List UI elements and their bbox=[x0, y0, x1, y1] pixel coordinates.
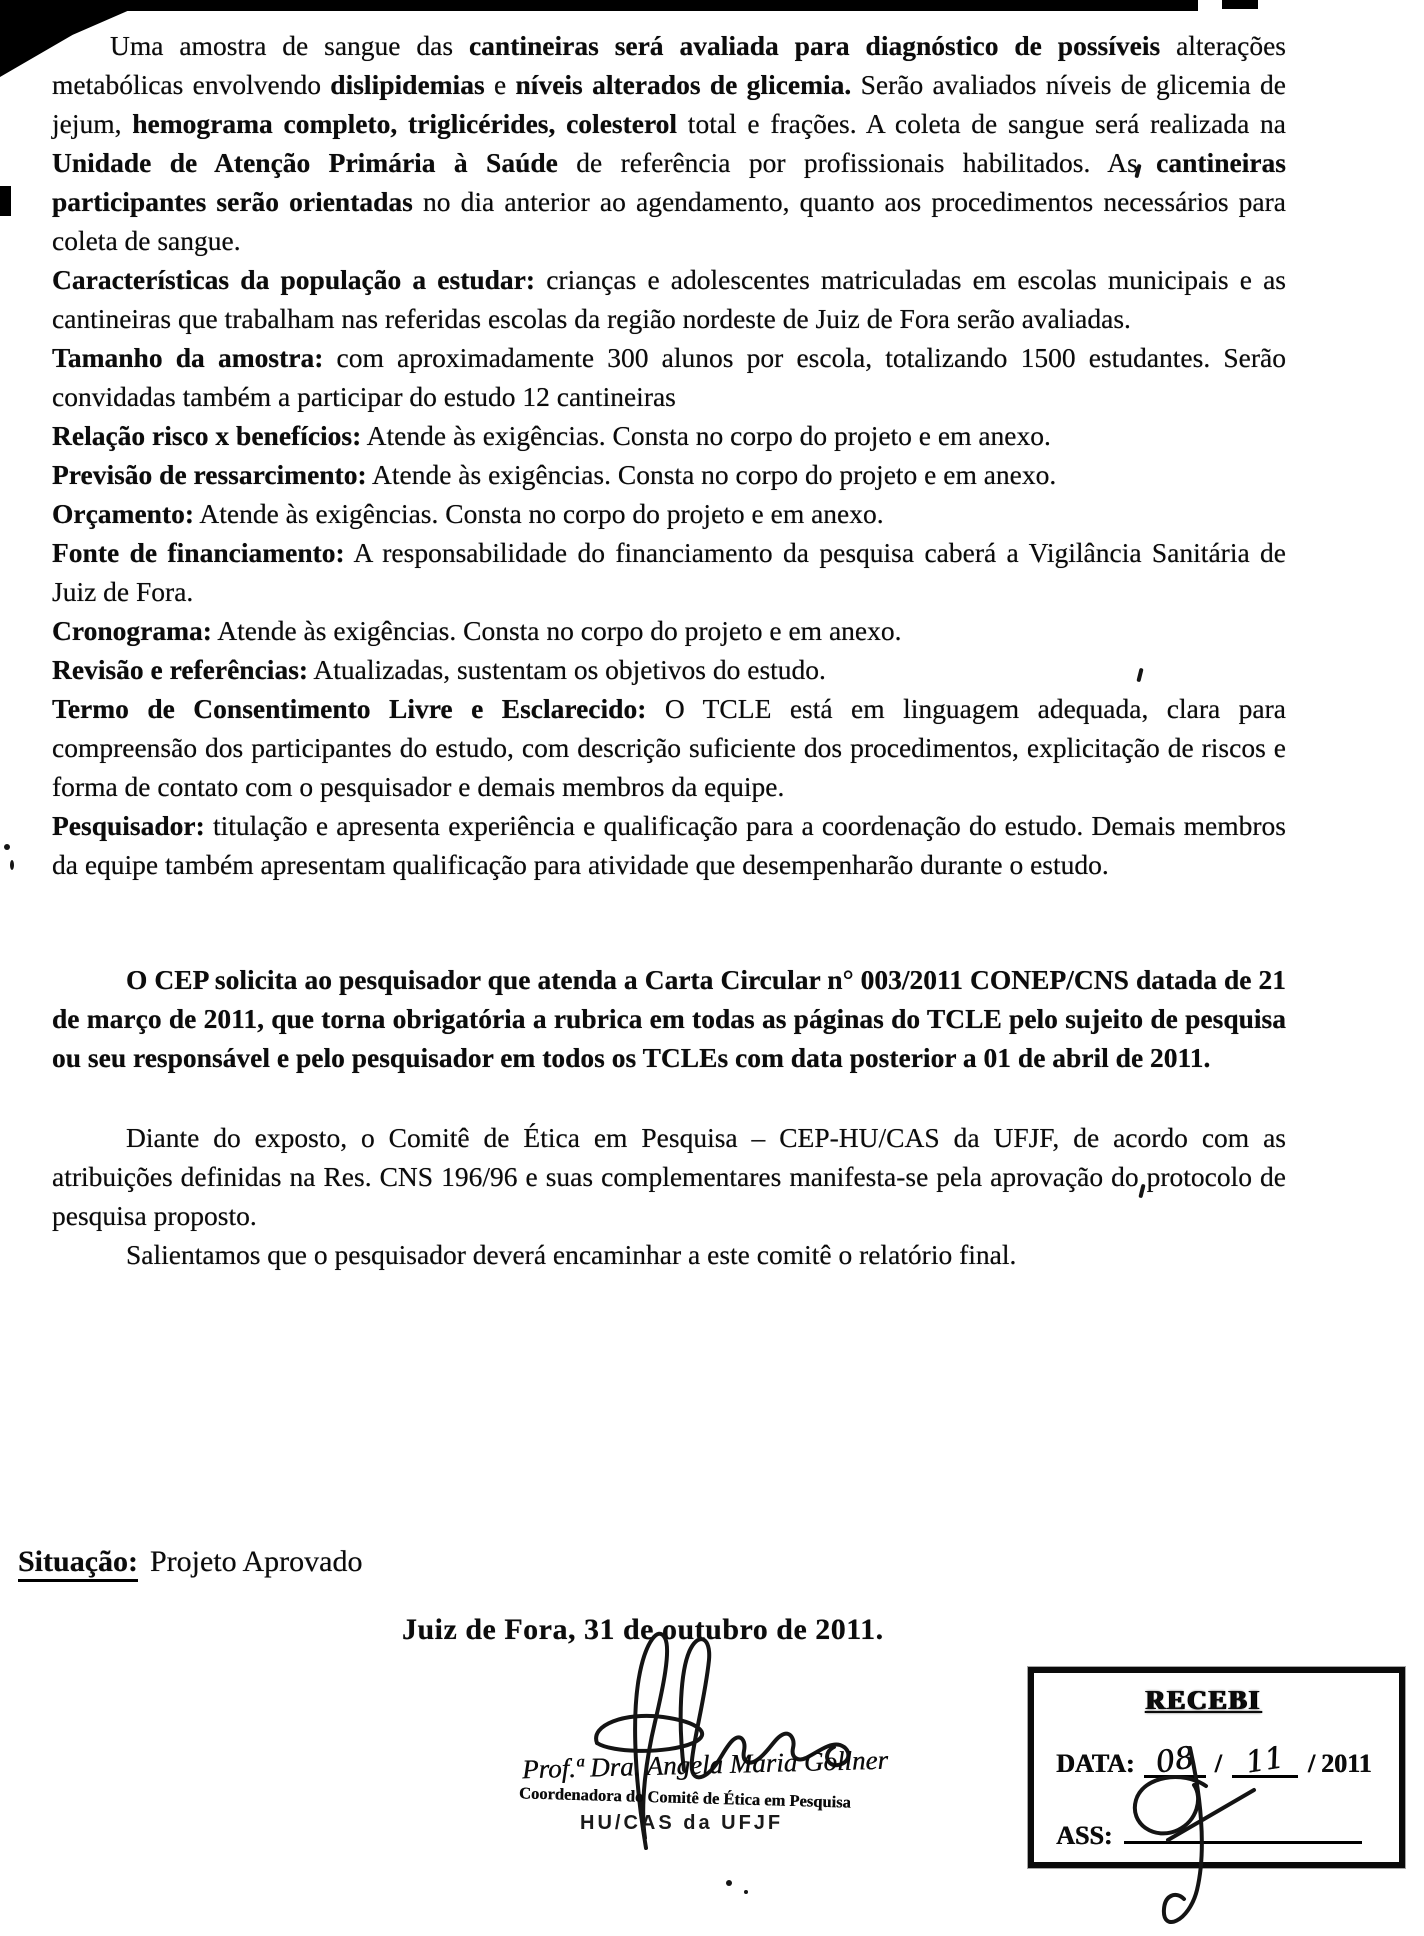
paragraph: Relação risco x benefícios: Atende às exigências. Consta no corpo do projeto e em anexo. bbox=[52, 420, 1051, 451]
paragraph: Uma amostra de sangue das cantineiras será avaliada para diagnóstico de possíveis alterações metabólicas envolvendo dislipidemias e níveis alterados de glicemia. Serão avaliados níveis de glicemia de jejum, hemograma completo, triglicérides, colesterol total e frações. A coleta de sangue será realizada na Unidade de Atenção Primária à Saúde de referência por profissionais habilitados. As cantineiras participantes serão orientadas no dia anterior ao agendamento, quanto aos procedimentos necessários para coleta de sangue. bbox=[52, 30, 1286, 256]
paragraph: Fonte de financiamento: A responsabilidade do financiamento da pesquisa caberá a Vigilância Sanitária de Juiz de Fora. bbox=[52, 537, 1286, 607]
paragraph: Salientamos que o pesquisador deverá encaminhar a este comitê o relatório final. bbox=[126, 1239, 1017, 1270]
paragraph: Pesquisador: titulação e apresenta experiência e qualificação para a coordenação do estudo. Demais membros da equipe também apresentam qualificação para atividade que desempenharão durante o estudo. bbox=[52, 810, 1286, 880]
paragraph: Diante do exposto, o Comitê de Ética em Pesquisa – CEP-HU/CAS da UFJF, de acordo com as atribuições definidas na Res. CNS 196/96 e suas complementares manifesta-se pela aprovação do protocolo de pesquisa proposto. bbox=[52, 1122, 1286, 1231]
paragraph: Previsão de ressarcimento: Atende às exigências. Consta no corpo do projeto e em anexo. bbox=[52, 459, 1057, 490]
scan-speck bbox=[10, 860, 14, 870]
document-body bbox=[52, 26, 1286, 1274]
stamp-date-day-handwritten: 08 bbox=[1153, 1740, 1197, 1781]
stamp-date-day-blank bbox=[1144, 1740, 1206, 1781]
paragraph: Características da população a estudar: crianças e adolescentes matriculadas em escolas municipais e as cantineiras que trabalham nas referidas escolas da região nordeste de Juiz de Fora serão avaliadas. bbox=[52, 264, 1286, 334]
paragraph: Revisão e referências: Atualizadas, sustentam os objetivos do estudo. bbox=[52, 654, 826, 685]
stamp-date-month-handwritten: 11 bbox=[1242, 1740, 1287, 1781]
paragraph: Termo de Consentimento Livre e Esclarecido: O TCLE está em linguagem adequada, clara para compreensão dos participantes do estudo, com descrição suficiente dos procedimentos, explicitação de riscos e forma de contato com o pesquisador e demais membros da equipe. bbox=[52, 693, 1286, 802]
received-stamp bbox=[1028, 1667, 1405, 1868]
signatory-organization: HU/CAS da UFJF bbox=[580, 1812, 784, 1834]
stamp-signature-label: ASS: bbox=[1056, 1821, 1113, 1850]
status-value: Projeto Aprovado bbox=[150, 1545, 363, 1578]
stamp-date-year: 2011 bbox=[1320, 1749, 1372, 1778]
stamp-signature-row bbox=[1056, 1811, 1362, 1851]
stamp-date-row bbox=[1056, 1740, 1372, 1781]
stamp-date-label: DATA: bbox=[1056, 1749, 1135, 1778]
stamp-date-month-blank bbox=[1232, 1740, 1298, 1781]
date-line: Juiz de Fora, 31 de outubro de 2011. bbox=[402, 1613, 884, 1646]
scan-artifact-top-dash bbox=[1222, 0, 1258, 9]
paragraph: Tamanho da amostra: com aproximadamente 300 alunos por escola, totalizando 1500 estudantes. Serão convidadas também a participar do estudo 12 cantineiras bbox=[52, 342, 1286, 412]
stamp-title: RECEBI bbox=[1145, 1685, 1262, 1715]
paragraph: O CEP solicita ao pesquisador que atenda a Carta Circular n° 003/2011 CONEP/CNS datada de 21 de março de 2011, que torna obrigatória a rubrica em todas as páginas do TCLE pelo sujeito de pesquisa ou seu responsável e pelo pesquisador em todos os TCLEs com data posterior a 01 de abril de 2011. bbox=[52, 964, 1286, 1073]
stamp-signature-blank bbox=[1124, 1811, 1362, 1844]
scan-artifact-left-blob bbox=[0, 186, 11, 216]
stamp-date-separator: / bbox=[1307, 1749, 1315, 1778]
scan-speck bbox=[744, 1890, 748, 1894]
scan-speck bbox=[4, 844, 10, 850]
paragraph: Cronograma: Atende às exigências. Consta no corpo do projeto e em anexo. bbox=[52, 615, 902, 646]
stamp-date-separator: / bbox=[1214, 1749, 1222, 1778]
paragraph: Orçamento: Atende às exigências. Consta no corpo do projeto e em anexo. bbox=[52, 498, 884, 529]
signatory-role: Coordenadora do Comitê de Ética em Pesquisa bbox=[518, 1783, 852, 1812]
scan-speck bbox=[726, 1880, 732, 1886]
status-label: Situação: bbox=[18, 1545, 138, 1582]
status-line bbox=[18, 1545, 362, 1579]
signatory-name: Prof.ª Dra. Angela Maria Gollner bbox=[521, 1744, 889, 1785]
scan-artifact-top-bar bbox=[0, 0, 1198, 11]
